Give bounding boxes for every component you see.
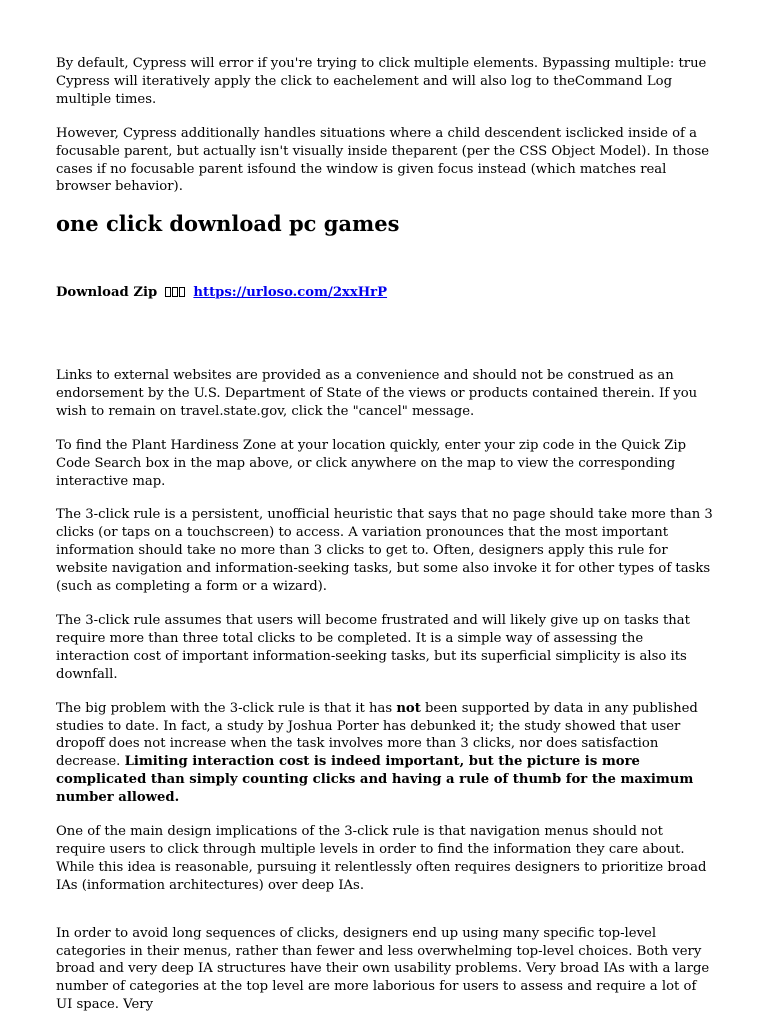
body-paragraph-6: One of the main design implications of the 3-click rule is that navigation menus should not require users to click through multiple levels in order to find the information they care about. While this idea is reasonable, pursuing it relentlessly often requires designers to prioritize broad IAs (information architectures) over deep IAs.: [56, 824, 707, 893]
body-paragraph-5-text-a: The big problem with the 3-click rule is that it has: [56, 700, 397, 716]
body-paragraph-5-bold-statement: Limiting interaction cost is indeed important, but the picture is more complicated than simply counting clicks and having a rule of thumb for the maximum number allowed.: [56, 754, 694, 806]
intro-paragraph-2: However, Cypress additionally handles situations where a child descendent isclicked inside of a focusable parent, but actually isn't visually inside theparent (per the CSS Object Model). In those cases if no focusable parent isfound the window is given focus instead (which matches real browser behavior).: [56, 125, 710, 195]
download-link[interactable]: https://urloso.com/2xxHrP: [193, 285, 388, 300]
body-paragraph-3: The 3-click rule is a persistent, unofficial heuristic that says that no page should take more than 3 clicks (or taps on a touchscreen) to access. A variation pronounces that the most important information should take no more than 3 clicks to get to. Often, designers apply this rule for website navigation and information-seeking tasks, but some also invoke it for other types of tasks (such as completing a form or a wizard).: [56, 507, 713, 595]
page-heading: one click download pc games: [56, 211, 400, 236]
placeholder-glyphs: [165, 284, 186, 302]
body-paragraph-7: In order to avoid long sequences of clicks, designers end up using many specific top-level categories in their menus, rather than fewer and less overwhelming top-level choices. Both very broad and very deep IA structures have their own usability problems. Very broad IAs with a large number of categories at the top level are more laborious for users to assess and require a lot of UI space. Very: [56, 925, 710, 1013]
body-paragraph-2: To find the Plant Hardiness Zone at your location quickly, enter your zip code in the Quick Zip Code Search box in the map above, or click anywhere on the map to view the corresponding interactive map.: [56, 437, 687, 489]
article-body: [56, 367, 716, 1014]
intro-paragraph-1: By default, Cypress will error if you're trying to click multiple elements. Bypassing multiple: true Cypress will iteratively apply the click to eachelement and will also log to theCommand Log multiple times.: [56, 56, 707, 107]
download-line: [56, 284, 387, 302]
document-page: [56, 55, 716, 1013]
body-paragraph-1: Links to external websites are provided as a convenience and should not be construed as an endorsement by the U.S. Department of State of the views or products contained therein. If you wish to remain on travel.state.gov, click the "cancel" message.: [56, 368, 698, 419]
download-label: Download Zip: [56, 285, 158, 300]
body-paragraph-5: [56, 700, 716, 807]
body-paragraph-5-emphasis: not: [396, 700, 421, 716]
body-paragraph-4: The 3-click rule assumes that users will become frustrated and will likely give up on tasks that require more than three total clicks to be completed. It is a simple way of assessing the interaction cost of important information-seeking tasks, but its superficial simplicity is also its downfall.: [56, 612, 690, 682]
body-paragraph-5-text-b: been supported by data in any published studies to date. In fact, a study by Joshua Porter has debunked it; the study showed that user dropoff does not increase when the task involves more than 3 clicks, nor does satisfaction decrease.: [56, 700, 698, 770]
